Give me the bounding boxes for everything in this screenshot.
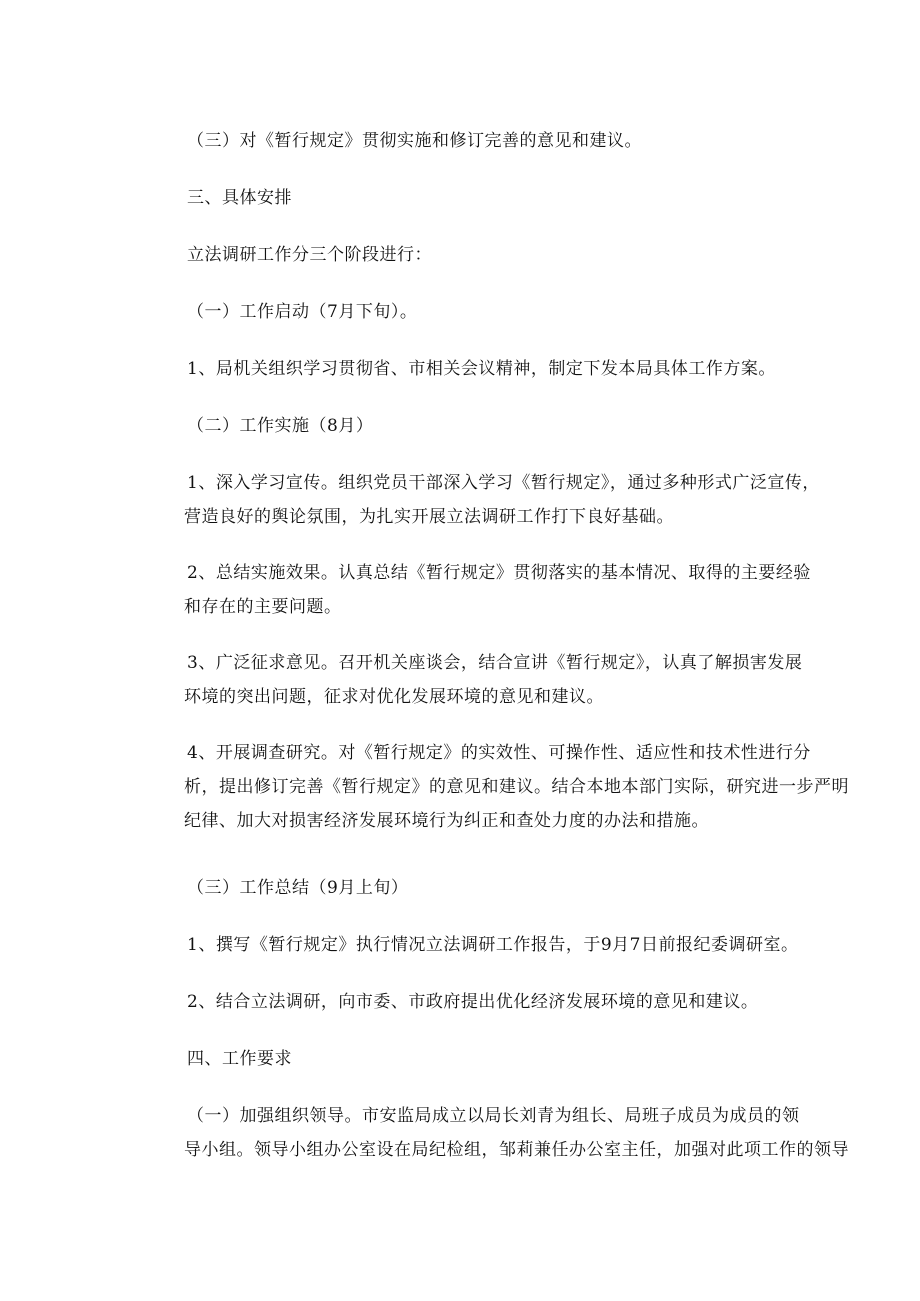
text-line: 立法调研工作分三个阶段进行： (187, 245, 432, 265)
text-line: 3、广泛征求意见。召开机关座谈会，结合宣讲《暂行规定》，认真了解损害发展 (187, 653, 803, 673)
text-line: 三、具体安排 (187, 188, 292, 208)
text-line: （三）工作总结（9月上旬） (187, 878, 409, 898)
text-line: 纪律、加大对损害经济发展环境行为纠正和查处力度的办法和措施。 (184, 811, 709, 831)
text-line: 析，提出修订完善《暂行规定》的意见和建议。结合本地本部门实际，研究进一步严明 (184, 777, 849, 797)
text-line: （一）加强组织领导。市安监局成立以局长刘青为组长、局班子成员为成员的领 (187, 1106, 800, 1126)
paragraph-opinion-item-3 (187, 124, 767, 158)
section-heading-requirements (187, 1042, 767, 1076)
paragraph-implement-item-4 (184, 736, 849, 838)
text-line: 导小组。领导小组办公室设在局纪检组，邹莉兼任办公室主任，加强对此项工作的领导 (184, 1140, 849, 1160)
paragraph-implement-item-3 (184, 646, 803, 714)
paragraph-summary-item-1 (187, 928, 799, 962)
paragraph-implement-item-2 (184, 556, 811, 624)
text-line: 2、总结实施效果。认真总结《暂行规定》贯彻落实的基本情况、取得的主要经验 (187, 563, 811, 583)
text-line: （一）工作启动（7月下旬）。 (187, 302, 418, 322)
text-line: （二）工作实施（8月） (187, 416, 374, 436)
paragraph-stages-intro (187, 238, 767, 272)
text-line: 1、撰写《暂行规定》执行情况立法调研工作报告，于9月7日前报纪委调研室。 (187, 935, 799, 955)
subheading-stage-start (187, 295, 767, 329)
text-line: （三）对《暂行规定》贯彻实施和修订完善的意见和建议。 (187, 131, 642, 151)
text-line: 和存在的主要问题。 (184, 597, 342, 617)
paragraph-implement-item-1 (184, 466, 820, 534)
text-line: 2、结合立法调研，向市委、市政府提出优化经济发展环境的意见和建议。 (187, 992, 759, 1012)
text-line: 环境的突出问题，征求对优化发展环境的意见和建议。 (184, 687, 604, 707)
text-line: 4、开展调查研究。对《暂行规定》的实效性、可操作性、适应性和技术性进行分 (187, 743, 811, 763)
paragraph-requirement-item-1 (184, 1099, 849, 1167)
subheading-stage-summary (187, 871, 767, 905)
text-line: 1、局机关组织学习贯彻省、市相关会议精神，制定下发本局具体工作方案。 (187, 359, 776, 379)
text-line: 1、深入学习宣传。组织党员干部深入学习《暂行规定》，通过多种形式广泛宣传， (187, 473, 820, 493)
paragraph-start-item-1 (187, 352, 776, 386)
text-line: 营造良好的舆论氛围，为扎实开展立法调研工作打下良好基础。 (184, 507, 674, 527)
subheading-stage-implement (187, 409, 767, 443)
text-line: 四、工作要求 (187, 1049, 292, 1069)
section-heading-arrangement (187, 181, 767, 215)
paragraph-summary-item-2 (187, 985, 767, 1019)
